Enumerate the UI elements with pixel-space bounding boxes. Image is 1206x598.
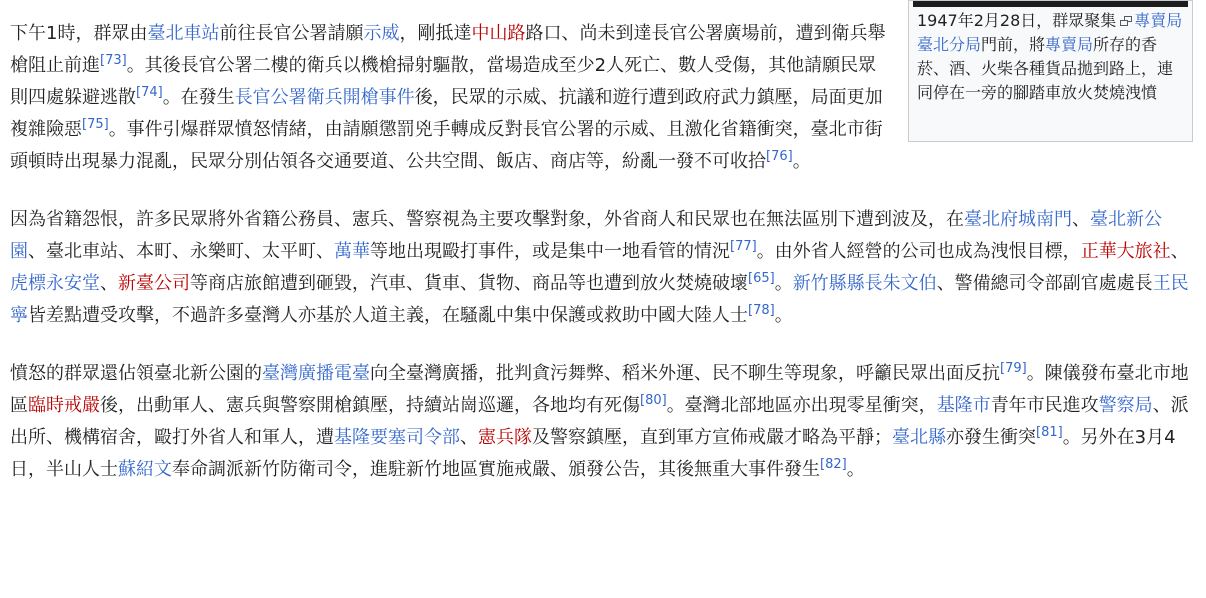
text-run: 。陳儀發布臺北市地區 (10, 363, 1189, 416)
reference-sup (820, 457, 847, 472)
text-run: 前往長官公署請願 (219, 23, 364, 44)
thumbnail-image[interactable] (913, 1, 1188, 7)
wiki-link[interactable]: 臺北府城南門 (964, 209, 1072, 230)
redlink[interactable]: 正華大旅社 (1080, 241, 1171, 262)
redlink[interactable]: 憲兵隊 (478, 427, 532, 448)
reference-link[interactable]: [80] (640, 393, 667, 408)
text-run: 。在發生 (162, 87, 235, 108)
text-run: 後，出動軍人、憲兵與警察開槍鎮壓，持續站崗巡邏，各地均有死傷 (100, 395, 640, 416)
reference-sup (100, 53, 127, 68)
reference-sup (1036, 425, 1063, 440)
wiki-link[interactable]: 警察局 (1098, 395, 1153, 416)
text-run: 亦發生衝突 (946, 427, 1036, 448)
reference-link[interactable]: [77] (730, 239, 757, 254)
wiki-link[interactable]: 新竹縣縣長朱文伯 (792, 273, 937, 294)
redlink[interactable]: 中山路 (471, 23, 526, 44)
redlink[interactable]: 臨時戒嚴 (28, 395, 100, 416)
reference-sup (1000, 361, 1027, 376)
reference-link[interactable]: [82] (820, 457, 847, 472)
wiki-link[interactable]: 專賣局 (1045, 35, 1094, 54)
wiki-link[interactable]: 王民寧 (10, 273, 1189, 326)
text-run: 。 (774, 305, 793, 326)
text-run: 。 (774, 273, 793, 294)
reference-link[interactable]: [73] (100, 53, 127, 68)
text-run: 因為省籍怨恨，許多民眾將外省籍公務員、憲兵、警察視為主要攻擊對象，外省商人和民眾也在無法區別下遭到波及，在 (10, 209, 964, 230)
text-run: 憤怒的群眾還佔領臺北新公園的 (10, 363, 262, 384)
reference-link[interactable]: [75] (82, 117, 109, 132)
text-run: 等地出現毆打事件，或是集中一地看管的情況 (370, 241, 730, 262)
text-run: 門前，將 (981, 35, 1046, 54)
reference-link[interactable]: [76] (766, 149, 793, 164)
text-run: 所存的香菸、酒、火柴各種貨品拋到路上，連同停在一旁的腳踏車放火焚燒洩憤 (917, 35, 1174, 102)
text-run: 。臺灣北部地區亦出現零星衝突， (666, 395, 937, 416)
text-run: 。事件引爆群眾憤怒情緒，由請願懲罰兇手轉成反對長官公署的示威、且激化省籍衝突，臺北市街頭頓時出現暴力混亂，民眾分別佔領各交通要道、公共空間、飯店、商店等，紛亂一發不可收拾 (10, 119, 883, 172)
text-run: 。由外省人經營的公司也成為洩恨目標， (756, 241, 1081, 262)
text-run: 及警察鎮壓，直到軍方宣佈戒嚴才略為平靜； (532, 427, 892, 448)
wiki-link[interactable]: 基隆市 (936, 395, 991, 416)
article-body (10, 18, 1195, 512)
text-run: 、警備總司令部副官處處長 (936, 273, 1153, 294)
reference-link[interactable]: [81] (1036, 425, 1063, 440)
wiki-link[interactable]: 長官公署衛兵開槍事件 (234, 87, 415, 108)
text-run: 下午1時，群眾由 (10, 23, 148, 44)
paragraph-3 (10, 358, 1195, 486)
paragraph-2 (10, 204, 1195, 332)
redlink[interactable]: 新臺公司 (118, 273, 190, 294)
text-run: 、 (1170, 241, 1189, 262)
wiki-link[interactable]: 基隆要塞司令部 (334, 427, 460, 448)
wiki-link[interactable]: 臺灣廣播電臺 (262, 363, 370, 384)
text-run: 、 (460, 427, 478, 448)
text-run: 、 (100, 273, 118, 294)
text-run: 、 (1072, 209, 1090, 230)
wiki-link[interactable]: 臺北縣 (892, 427, 946, 448)
text-run: ，剛抵達 (399, 23, 472, 44)
reference-sup (640, 393, 667, 408)
reference-sup (766, 149, 793, 164)
wiki-link[interactable]: 專賣局臺北分局 (917, 11, 1183, 54)
text-run: 後，民眾的示威、抗議和遊行遭到政府武力鎮壓，局面更加複雜險惡 (10, 87, 883, 140)
reference-sup (748, 303, 775, 318)
text-run: 。 (846, 459, 865, 480)
wiki-link[interactable]: 萬華 (334, 241, 370, 262)
wiki-link[interactable]: 臺北車站 (147, 23, 220, 44)
reference-link[interactable]: [74] (136, 85, 163, 100)
wiki-link[interactable]: 臺北新公園 (10, 209, 1162, 262)
reference-sup (136, 85, 163, 100)
paragraph-1 (10, 18, 890, 178)
reference-sup (730, 239, 757, 254)
reference-link[interactable]: [79] (1000, 361, 1027, 376)
wiki-link[interactable]: 示威 (363, 23, 400, 44)
text-run: 皆差點遭受攻擊，不過許多臺灣人亦基於人道主義，在騷亂中集中保護或救助中國大陸人士 (28, 305, 748, 326)
text-run: 1947年2月28日，群眾聚集 (917, 11, 1117, 30)
reference-sup (82, 117, 109, 132)
text-run: 。另外在3月4日，半山人士 (10, 427, 1176, 480)
text-run: 。 (792, 151, 811, 172)
text-run: 奉命調派新竹防衛司令，進駐新竹地區實施戒嚴、頒發公告，其後無重大事件發生 (172, 459, 820, 480)
wiki-link[interactable]: 蘇紹文 (118, 459, 172, 480)
reference-link[interactable]: [78] (748, 303, 775, 318)
text-run: 。其後長官公署二樓的衛兵以機槍掃射驅散，當場造成至少2人死亡、數人受傷，其他請願民眾則四處躲避逃散 (10, 55, 877, 108)
reference-link[interactable]: [65] (748, 271, 775, 286)
text-run: 青年市民進攻 (990, 395, 1099, 416)
text-run: 路口、尚未到達長官公署廣場前，遭到衛兵舉槍阻止前進 (10, 23, 886, 76)
wiki-link[interactable]: 虎標永安堂 (10, 273, 100, 294)
text-run: 、臺北車站、本町、永樂町、太平町、 (28, 241, 334, 262)
text-run: 等商店旅館遭到砸毀，汽車、貨車、貨物、商品等也遭到放火焚燒破壞 (190, 273, 748, 294)
reference-sup (748, 271, 775, 286)
text-run: 向全臺灣廣播，批判貪污舞弊、稻米外運、民不聊生等現象，呼籲民眾出面反抗 (370, 363, 1000, 384)
text-run: 、派出所、機構宿舍，毆打外省人和軍人，遭 (10, 395, 1189, 448)
